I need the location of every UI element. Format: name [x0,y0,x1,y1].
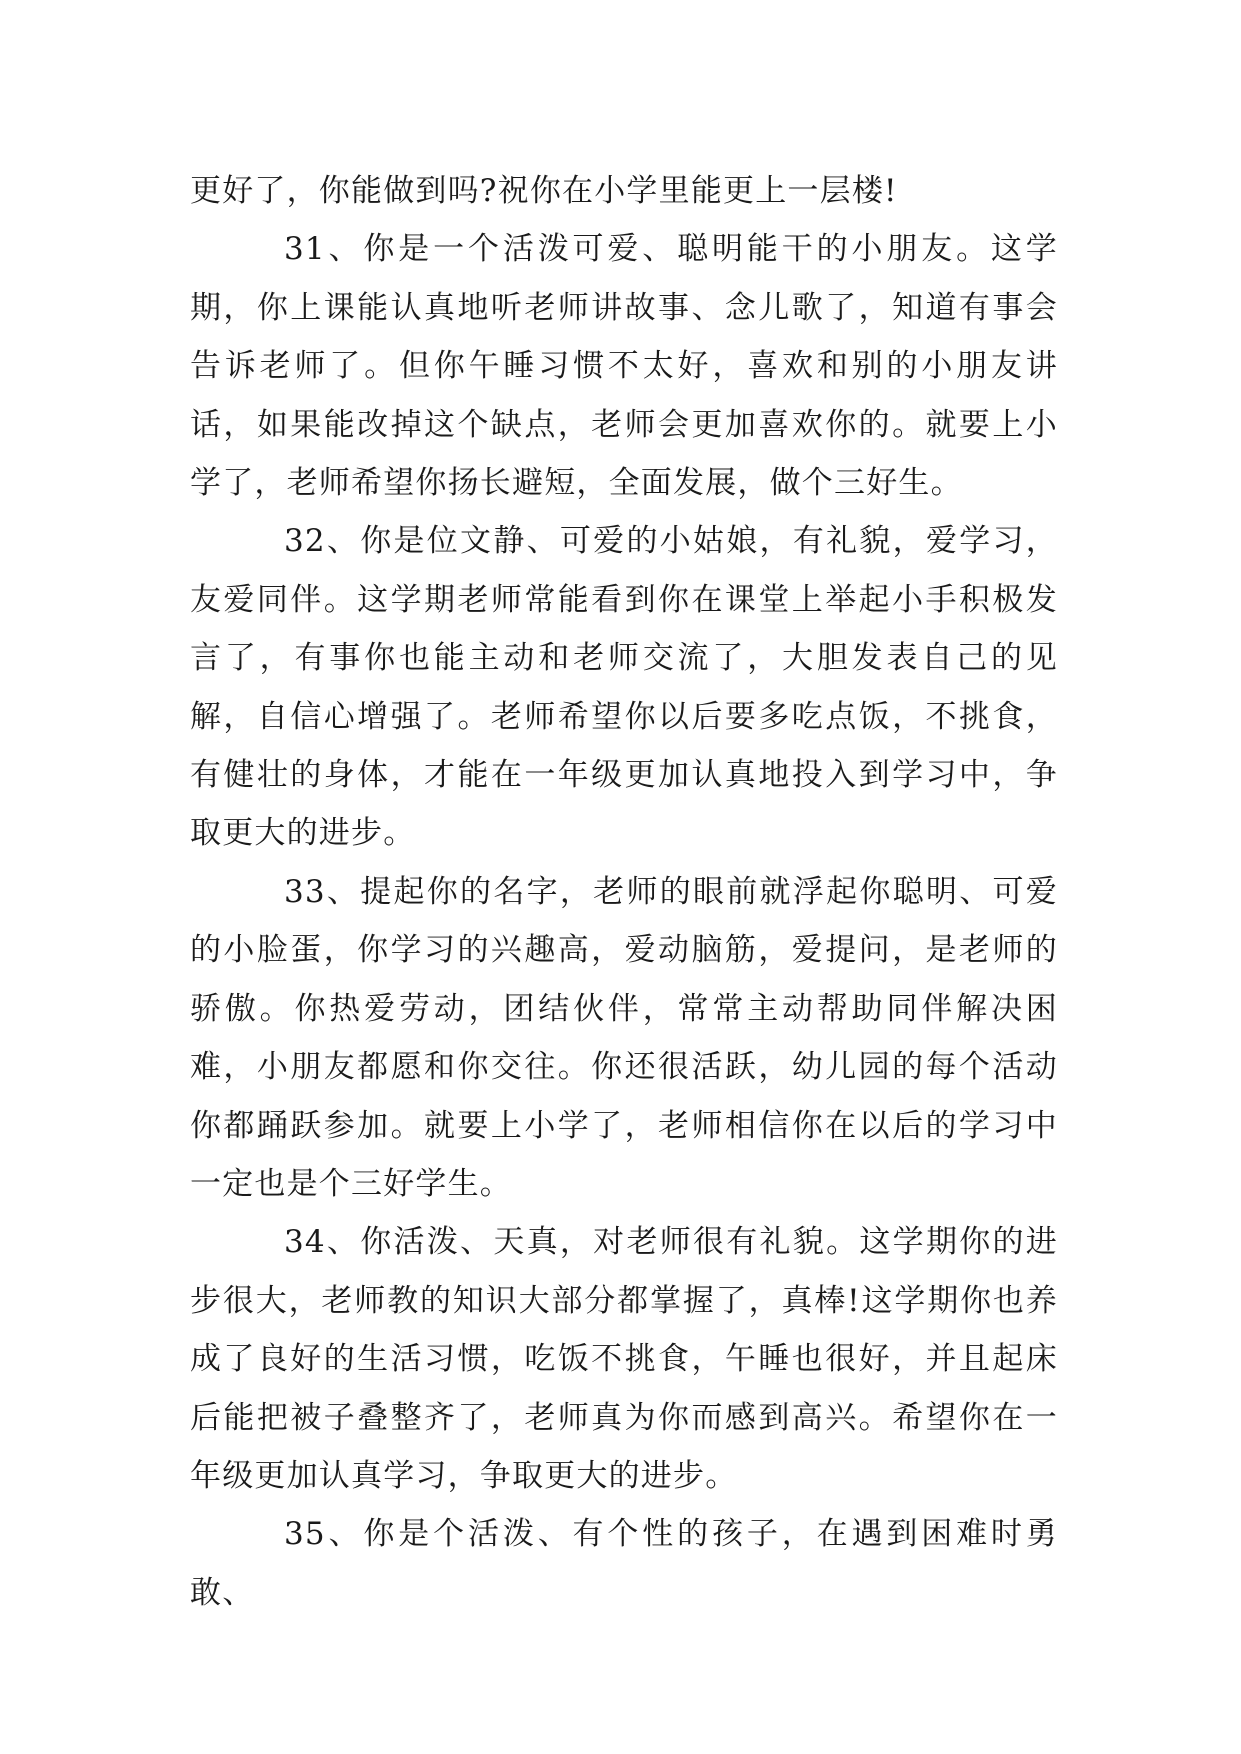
paragraph-33: 33、提起你的名字，老师的眼前就浮起你聪明、可爱的小脸蛋，你学习的兴趣高，爱动脑筋，爱提问，是老师的骄傲。你热爱劳动，团结伙伴，常常主动帮助同伴解决困难，小朋友都愿和你交往。你还很活跃，幼儿园的每个活动你都踊跃参加。就要上小学了，老师相信你在以后的学习中一定也是个三好学生。 [190,873,1058,1202]
document-body [190,162,1058,1622]
paragraph-31: 31、你是一个活泼可爱、聪明能干的小朋友。这学期，你上课能认真地听老师讲故事、念儿歌了，知道有事会告诉老师了。但你午睡习惯不太好，喜欢和别的小朋友讲话，如果能改掉这个缺点，老师会更加喜欢你的。就要上小学了，老师希望你扬长避短，全面发展，做个三好生。 [190,231,1058,502]
paragraph-continuation: 更好了，你能做到吗?祝你在小学里能更上一层楼! [190,173,898,209]
paragraph-34: 34、你活泼、天真，对老师很有礼貌。这学期你的进步很大，老师教的知识大部分都掌握了，真棒!这学期你也养成了良好的生活习惯，吃饭不挑食，午睡也很好，并且起床后能把被子叠整齐了，老师真为你而感到高兴。希望你在一年级更加认真学习，争取更大的进步。 [190,1224,1058,1494]
paragraph-32: 32、你是位文静、可爱的小姑娘，有礼貌，爱学习，友爱同伴。这学期老师常能看到你在课堂上举起小手积极发言了，有事你也能主动和老师交流了，大胆发表自己的见解，自信心增强了。老师希望你以后要多吃点饭，不挑食，有健壮的身体，才能在一年级更加认真地投入到学习中，争取更大的进步。 [190,523,1058,852]
paragraph-35: 35、你是个活泼、有个性的孩子，在遇到困难时勇敢、 [190,1516,1058,1611]
